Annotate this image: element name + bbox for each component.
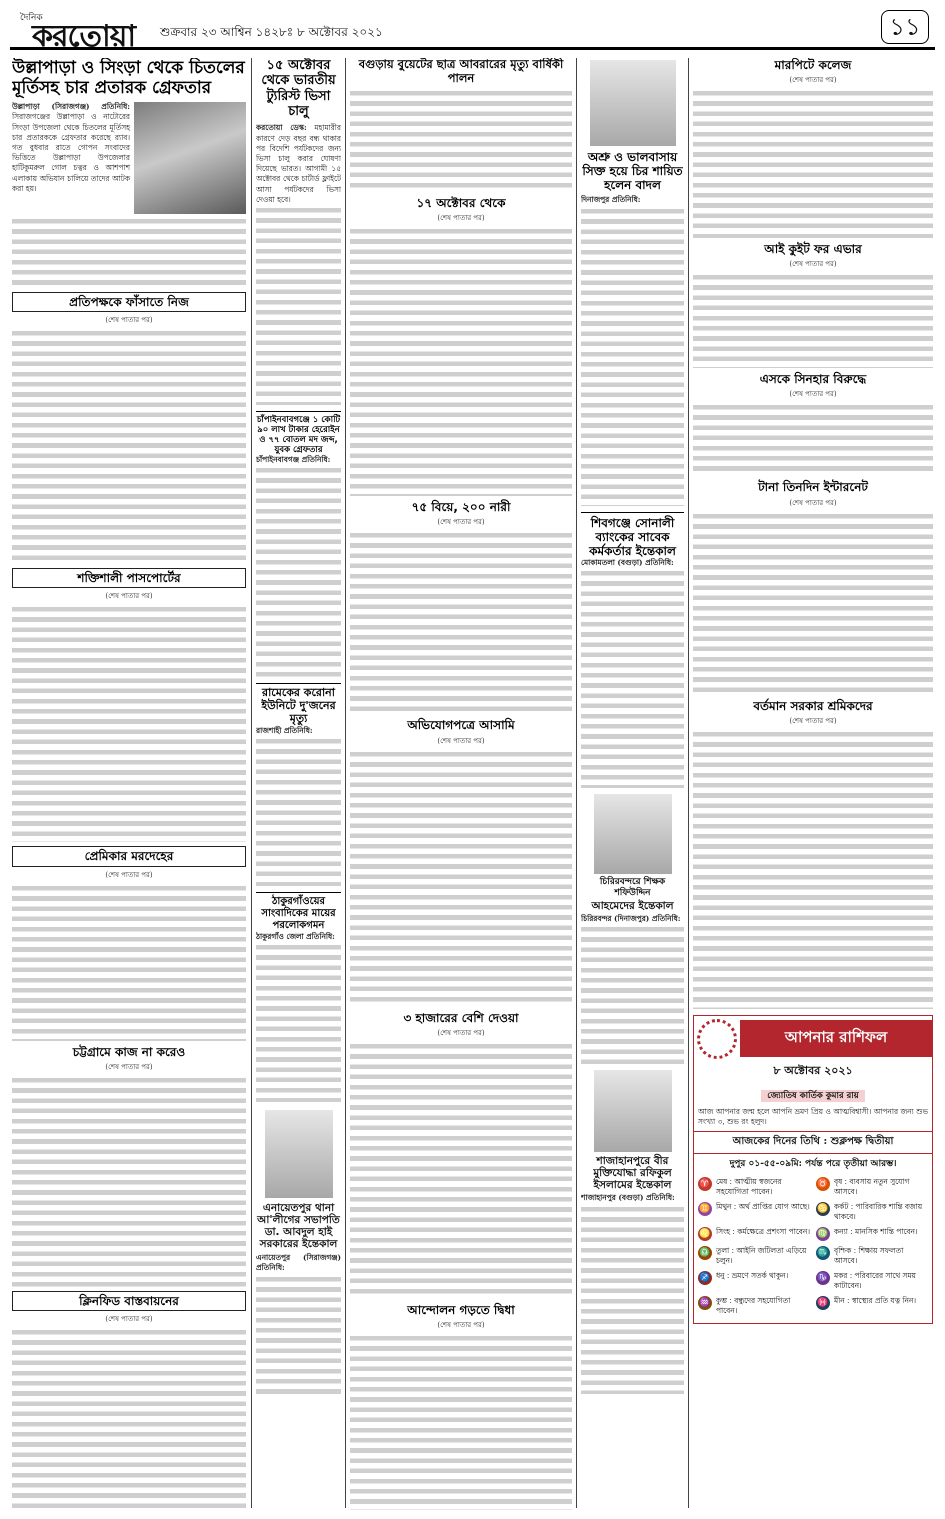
zodiac-sign-icon: ♋ (817, 1204, 829, 1215)
continuation-note: (শেষ পাতার পর) (789, 716, 837, 725)
column-4 (581, 58, 684, 1510)
zodiac-sign-icon: ♉ (817, 1179, 829, 1190)
subhead-5: ক্লিনফিড বাস্তবায়নের (12, 1291, 246, 1311)
subhead-1: ১৭ অক্টোবর থেকে (416, 196, 506, 211)
zodiac-sign-row (816, 1202, 928, 1222)
article-body (12, 883, 246, 1041)
photo-caption: এনায়েতপুর থানা আ'লীগের সভাপতি ডা. আবদুল হাই সরকারের ইন্তেকাল (257, 1201, 340, 1251)
subhead-3: এসকে সিনহার বিরুদ্ধে (759, 372, 867, 387)
zodiac-sign-row (816, 1227, 928, 1241)
article-dateline: মোকামতলা (বগুড়া) প্রতিনিধি: (581, 558, 674, 568)
continuation-note: (শেষ পাতার পর) (105, 592, 153, 601)
continuation-note: (শেষ পাতার পর) (105, 316, 153, 325)
zodiac-sign-row (698, 1246, 810, 1266)
zodiac-sign-text: তুলা : আইনি জটিলতা এড়িয়ে চলুন। (716, 1246, 807, 1266)
article-body (12, 1075, 246, 1287)
zodiac-sign-icon: ♑ (817, 1273, 829, 1284)
subhead-4: ৩ হাজারের বেশি দেওয়া (403, 1010, 519, 1025)
article-body (693, 729, 933, 1009)
zodiac-sign-icon: ♈ (699, 1179, 711, 1190)
article-body (581, 924, 684, 1064)
article-body (693, 272, 933, 368)
continuation-note: (শেষ পাতার পর) (437, 1320, 485, 1329)
subhead-5: বর্তমান সরকার শ্রমিকদের (753, 698, 873, 713)
issue-date: শুক্রবার ২৩ আশ্বিন ১৪২৮ঃ ৮ অক্টোবর ২০২১ (160, 25, 383, 39)
article-dateline: শাজাহানপুর (বগুড়া) প্রতিনিধি: (581, 1193, 675, 1203)
zodiac-sign-text: মকর : পরিবারের সাথে সময় কাটাবেন। (834, 1271, 916, 1291)
article-body (256, 1274, 341, 1394)
zodiac-sign-row (816, 1246, 928, 1266)
zodiac-sign-icon: ♐ (699, 1273, 711, 1284)
subhead-1: প্রতিপক্ষকে ফাঁসাতে নিজ (12, 292, 246, 312)
zodiac-sign-icon: ♎ (699, 1248, 711, 1259)
article-body (12, 216, 246, 286)
column-2 (256, 58, 341, 1510)
horoscope-box (693, 1015, 933, 1324)
zodiac-sign-row (698, 1177, 810, 1197)
article-body (581, 568, 684, 788)
zodiac-sign-icon: ♌ (699, 1229, 711, 1240)
article-body (350, 749, 572, 1007)
continuation-note: (শেষ পাতার পর) (437, 736, 485, 745)
zodiac-sign-icon: ♒ (699, 1298, 711, 1309)
horoscope-date: ৮ অক্টোবর ২০২১ (773, 1063, 853, 1077)
article-body (256, 942, 341, 1102)
zodiac-sign-text: বৃশ্চিক : শিক্ষায় সফলতা আসবে। (834, 1246, 904, 1266)
photo-caption: শাজাহানপুরে বীর মুক্তিযোদ্ধা রফিকুল ইসলামের ইন্তেকাল (593, 1155, 672, 1192)
page-number: ১১ (881, 10, 929, 44)
article-headline: বগুড়ায় বুয়েটের ছাত্র আবরারের মৃত্যু বার্ষিকী পালন (358, 58, 564, 85)
portrait-photo (594, 794, 672, 874)
article-dateline: চিরিরবন্দর (দিনাজপুর) প্রতিনিধি: (581, 914, 681, 924)
article-body (256, 736, 341, 886)
zodiac-sign-icon: ♏ (817, 1248, 829, 1259)
subhead-4: টানা তিনদিন ইন্টারনেট (758, 480, 868, 495)
zodiac-sign-text: সিংহ : কর্মক্ষেত্রে প্রশংসা পাবেন। (716, 1227, 810, 1237)
zodiac-sign-row (698, 1202, 810, 1222)
portrait-photo (594, 1070, 672, 1152)
subhead-2: শক্তিশালী পাসপোর্টের (12, 568, 246, 588)
subhead-3: ঠাকুরগাঁওয়ের সাংবাদিকের মায়ের পরলোকগমন (256, 892, 341, 931)
zodiac-sign-row (698, 1271, 810, 1291)
article-body (693, 88, 933, 238)
continuation-note: (শেষ পাতার পর) (437, 518, 485, 527)
photo-caption: চিরিরবন্দরে শিক্ষক শফিউদ্দিন (599, 877, 666, 898)
astrologer-name: জ্যোতিষ কার্তিক কুমার রায় (761, 1090, 864, 1102)
article-body (581, 1204, 684, 1394)
article-lead: মহামারীর কারণে দেড় বছর বন্ধ থাকার পর বিদেশি পর্যটকদের জন্য ভিসা চালু করার ঘোষণা দিয়েছে ভারত। আগামী ১৫ অক্টোবর থেকে চার্টার্ড ফ্লাইটে আসা পর্যটকদের ভিসা দেওয়া হবে। (256, 123, 341, 204)
zodiac-sign-text: বৃষ : ব্যবসায় নতুন সুযোগ আসবে। (834, 1177, 910, 1197)
news-photo (134, 102, 246, 214)
portrait-photo (590, 60, 676, 146)
article-body (350, 88, 572, 192)
column-rule (345, 58, 346, 1508)
zodiac-sign-text: মিথুন : অর্থ প্রাপ্তির যোগ আছে। (716, 1202, 810, 1212)
horoscope-intro: আজ আপনার জন্ম হলে আপনি ভ্রমণ প্রিয় ও আত্মবিশ্বাসী। আপনার জন্য শুভ সংখ্যা ৩, শুভ রং হলুদ। (698, 1106, 928, 1126)
newspaper-logo: করতোয়া (32, 19, 136, 54)
article-body (350, 530, 572, 714)
zodiac-sign-row (816, 1177, 928, 1197)
photo-caption: আহমেদের ইন্তেকাল (591, 900, 674, 913)
zodiac-sign-text: মেষ : আত্মীয় স্বজনের সহযোগিতা পাবেন। (716, 1177, 782, 1197)
article-body (256, 205, 341, 405)
article-dateline: উল্লাপাড়া (সিরাজগঞ্জ) প্রতিনিধি: (12, 102, 130, 112)
masthead-daily: দৈনিক (20, 13, 43, 23)
zodiac-sign-row (698, 1296, 810, 1316)
column-rule (251, 58, 252, 1508)
continuation-note: (শেষ পাতার পর) (789, 260, 837, 269)
subhead-2: ৭৫ বিয়ে, ২০০ নারী (411, 500, 511, 515)
article-body (350, 1041, 572, 1299)
subhead-2: রামেকের করোনা ইউনিটে দু'জনের মৃত্যু (256, 683, 341, 726)
subhead-1: চাঁপাইনবাবগঞ্জে ১ কোটি ৯০ লাখ টাকার হেরোইন ও ৭৭ বোতল মদ জব্দ, যুবক গ্রেফতার (256, 411, 341, 455)
continuation-note: (শেষ পাতার পর) (789, 498, 837, 507)
column-rule (688, 58, 689, 1508)
zodiac-sign-text: ধনু : ভ্রমণে সতর্ক থাকুন। (716, 1271, 789, 1281)
article-dateline: চাঁপাইনবাবগঞ্জ প্রতিনিধি: (256, 455, 331, 464)
zodiac-sign-text: মীন : স্বাস্থ্যের প্রতি যত্ন নিন। (834, 1296, 917, 1306)
zodiac-sign-icon: ♓ (817, 1298, 829, 1309)
subhead-5: আন্দোলন গড়তে দ্বিধা (407, 1302, 515, 1317)
zodiac-sign-icon: ♍ (817, 1229, 829, 1240)
article-body (12, 1327, 246, 1510)
subhead-2: আই কুইট ফর এভার (764, 242, 862, 257)
subhead-3: প্রেমিকার মরদেহের (12, 846, 246, 866)
continuation-note: (শেষ পাতার পর) (437, 214, 485, 223)
zodiac-sign-row (698, 1227, 810, 1241)
zodiac-sign-text: কুম্ভ : বন্ধুদের সহযোগিতা পাবেন। (716, 1296, 791, 1316)
continuation-note: (শেষ পাতার পর) (105, 870, 153, 879)
zodiac-wheel-icon (697, 1019, 737, 1059)
subhead-4: চট্টগ্রামে কাজ না করেও (72, 1044, 186, 1059)
article-body (350, 1333, 572, 1510)
article-body (693, 511, 933, 695)
continuation-note: (শেষ পাতার পর) (437, 1028, 485, 1037)
article-body (350, 226, 572, 496)
zodiac-sign-list (694, 1175, 932, 1323)
horoscope-title: আপনার রাশিফল (740, 1020, 932, 1057)
zodiac-sign-text: কর্কট : পারিবারিক শান্তি বজায় থাকবে। (834, 1202, 923, 1222)
article-body (693, 402, 933, 476)
article-headline: উল্লাপাড়া ও সিংড়া থেকে চিতলের মূর্তিসহ চার প্রতারক গ্রেফতার (12, 58, 245, 99)
article-lead: সিরাজগঞ্জের উল্লাপাড়া ও নাটোরের সিংড়া উপজেলা থেকে চিতলের মূর্তিসহ চার প্রতারককে গ্রেফতার করেছে র‍্যাব। গত বুধবার রাতে গোপন সংবাদের ভিত্তিতে উল্লাপাড়া উপজেলার হাটিকুমরুল গোল চত্বর ও আশপাশ এলাকায় অভিযান চালিয়ে তাদের আটক করা হয়। (12, 112, 130, 193)
article-dateline: রাজশাহী প্রতিনিধি: (256, 726, 313, 736)
continuation-note: (শেষ পাতার পর) (105, 1314, 153, 1323)
article-dateline: ঠাকুরগাঁও জেলা প্রতিনিধি: (256, 931, 335, 941)
subhead-3: অভিযোগপত্রে আসামি (407, 718, 515, 733)
article-dateline: এনায়েতপুর (সিরাজগঞ্জ) প্রতিনিধি: (256, 1253, 341, 1273)
column-5 (693, 58, 933, 1510)
tribute-headline: অশ্রু ও ভালবাসায় সিক্ত হয়ে চির শায়িত হলেন বাদল (582, 150, 683, 193)
tithi-detail: দুপুর ০১-৫৫-০৯মি: পর্যন্ত পরে তৃতীয়া আরম্ভ। (729, 1159, 897, 1170)
column-3 (350, 58, 572, 1510)
tithi-title: আজকের দিনের তিথি : শুক্লপক্ষ দ্বিতীয়া (694, 1131, 932, 1154)
subhead-1: মারপিটে কলেজ (774, 58, 852, 72)
column-rule (576, 58, 577, 1508)
article-body (256, 465, 341, 677)
article-body (581, 206, 684, 506)
portrait-photo (265, 1110, 333, 1198)
zodiac-sign-row (816, 1296, 928, 1316)
article-dateline: করতোয়া ডেস্ক: (256, 123, 307, 133)
continuation-note: (শেষ পাতার পর) (789, 390, 837, 399)
zodiac-sign-text: কন্যা : মানসিক শান্তি পাবেন। (834, 1227, 918, 1237)
article-headline: ১৫ অক্টোবর থেকে ভারতীয় ট্যুরিস্ট ভিসা চালু (261, 58, 336, 119)
continuation-note: (শেষ পাতার পর) (789, 76, 837, 85)
continuation-note: (শেষ পাতার পর) (105, 1062, 153, 1071)
masthead (10, 6, 935, 54)
article-dateline: দিনাজপুর প্রতিনিধি: (581, 195, 641, 205)
zodiac-sign-row (816, 1271, 928, 1291)
subhead-1: শিবগঞ্জে সোনালী ব্যাংকের সাবেক কর্মকর্তার ইন্তেকাল (581, 512, 684, 558)
column-1 (12, 58, 246, 1510)
article-body (12, 328, 246, 564)
article-body (12, 604, 246, 842)
zodiac-sign-icon: ♊ (699, 1204, 711, 1215)
